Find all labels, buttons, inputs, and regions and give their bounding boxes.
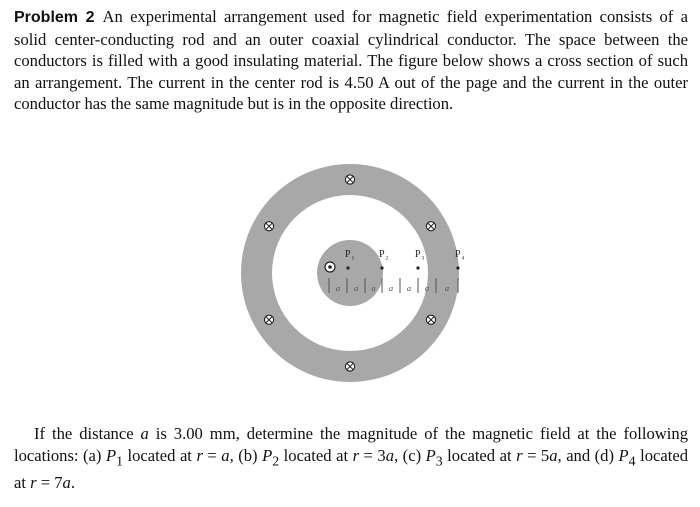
q-var-r: r [196, 445, 203, 465]
current-into-page-icon [426, 315, 435, 324]
q-text-10: . [70, 472, 75, 492]
scale-label-a: a [444, 283, 450, 293]
q-point-p4: P [618, 445, 629, 465]
q-var-a: a [549, 445, 558, 465]
current-into-page-icon [345, 362, 354, 371]
q-eq-4: = 7 [36, 472, 63, 492]
figure-svg [222, 160, 478, 386]
point-label: P [345, 249, 351, 260]
q-sub-3: 3 [435, 452, 443, 468]
problem-statement [14, 6, 688, 115]
point-subscript: 3 [421, 255, 425, 262]
scale-label-a: a [335, 283, 341, 293]
scale-label-a: a [424, 283, 430, 293]
scale-label-a: a [406, 283, 412, 293]
current-into-page-icon [345, 175, 354, 184]
q-sub-1: 1 [116, 452, 124, 468]
q-text-2: is 3.00 mm, determine the magnitude of the magnetic field at the following locations: (a) [14, 424, 688, 465]
q-var-a: a [385, 445, 395, 465]
q-text-1: If the distance [34, 424, 141, 443]
point-label: P [455, 249, 461, 260]
scale-label-a: a [371, 283, 376, 293]
q-text-8: , and (d) [557, 445, 619, 465]
center-current-out-icon [325, 262, 335, 272]
q-var-a: a [62, 472, 71, 492]
q-eq-3: = 5 [522, 445, 550, 465]
q-text-3: located at [123, 445, 197, 465]
q-sub-4: 4 [628, 452, 636, 468]
question-text [14, 423, 688, 493]
q-point-p3: P [425, 445, 436, 465]
coaxial-cross-section-figure [222, 160, 478, 386]
scale-label-a: a [388, 283, 394, 293]
q-text-9: located at [14, 445, 688, 492]
scale-label-a: a [353, 283, 359, 293]
current-into-page-icon [264, 315, 273, 324]
q-eq-1: = [202, 445, 222, 465]
q-point-p2: P [262, 445, 273, 465]
q-var-a: a [221, 445, 230, 465]
point-subscript: 1 [351, 255, 355, 262]
q-eq-2: = 3 [359, 445, 386, 465]
q-var-a: a [140, 424, 149, 443]
q-point-p1: P [105, 445, 117, 465]
q-var-r: r [516, 445, 523, 465]
point-subscript: 2 [385, 255, 389, 262]
current-into-page-icon [264, 222, 273, 231]
q-text-6: , (c) [394, 445, 426, 465]
q-text-4: , (b) [229, 445, 263, 465]
problem-label: Problem 2 [14, 9, 95, 26]
q-text-7: located at [442, 445, 517, 465]
q-var-r: r [352, 445, 360, 465]
point-label: P [415, 249, 421, 260]
problem-intro-text: An experimental arrangement used for magnetic field experimentation consists of a solid center-conducting rod and an outer coaxial cylindrical conductor. The space between the conductors is filled with a good insulating material. The figure below shows a cross section of such an arrangement. The current in the center rod is 4.50 A out of the page and the current in the outer conductor has the same magnitude but is in the opposite direction. [14, 7, 688, 114]
q-sub-2: 2 [272, 452, 280, 468]
current-into-page-icon [426, 222, 435, 231]
point-subscript: 4 [461, 255, 465, 262]
q-text-5: located at [279, 445, 353, 465]
point-label: P [379, 249, 385, 260]
q-var-r: r [30, 472, 37, 492]
